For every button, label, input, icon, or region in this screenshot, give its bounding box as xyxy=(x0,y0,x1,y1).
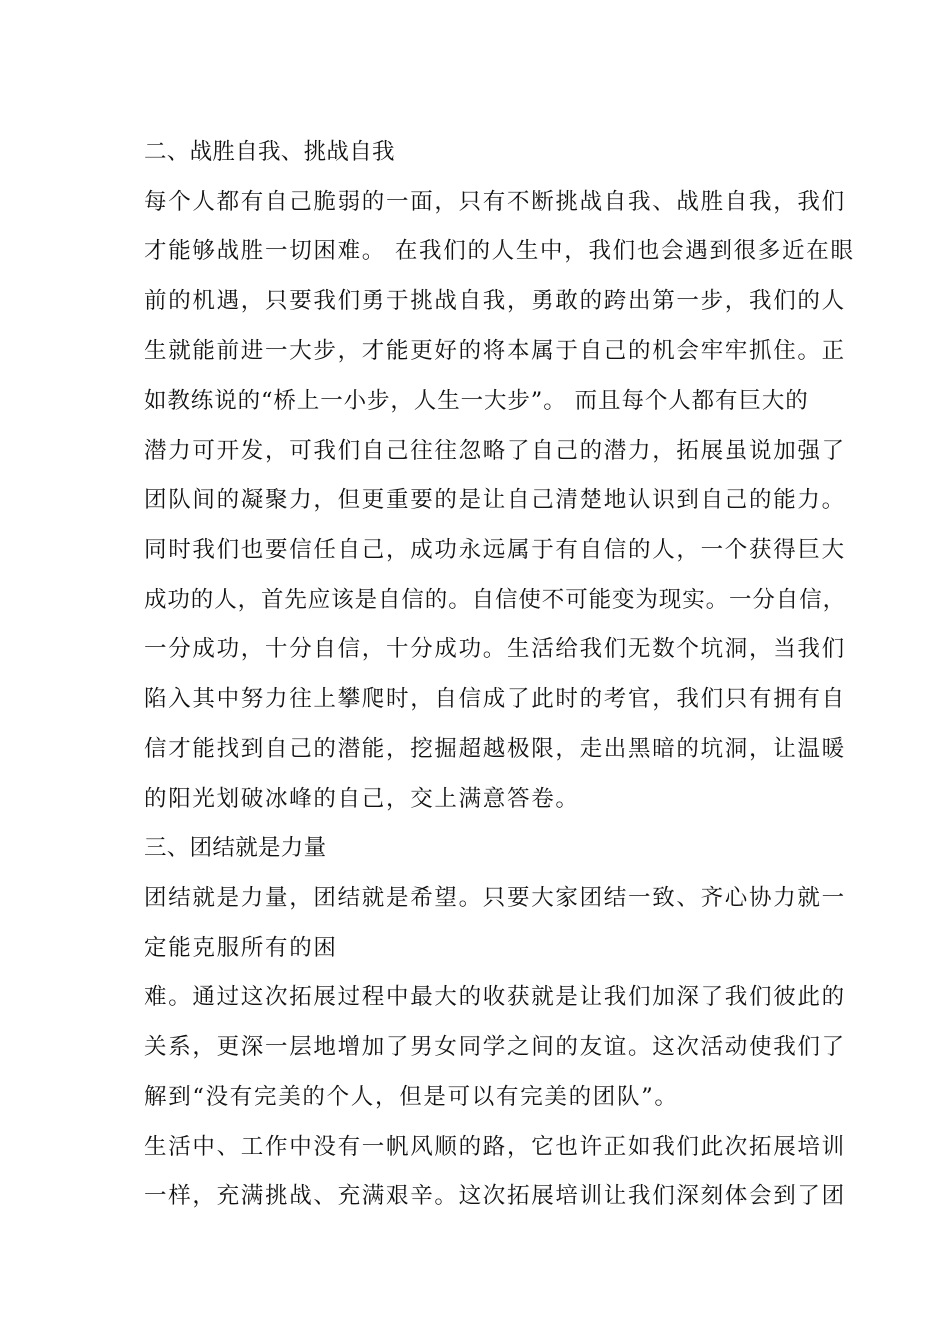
paragraph-line: 前的机遇，只要我们勇于挑战自我，勇敢的跨出第一步，我们的人 xyxy=(144,288,846,314)
paragraph-line: 关系，更深一层地增加了男女同学之间的友谊。这次活动使我们了 xyxy=(144,1034,846,1060)
paragraph-line: 生活中、工作中没有一帆风顺的路，它也许正如我们此次拓展培训 xyxy=(144,1134,846,1160)
paragraph-line: 陷入其中努力往上攀爬时，自信成了此时的考官，我们只有拥有自 xyxy=(144,686,846,712)
paragraph-line: 团结就是力量，团结就是希望。只要大家团结一致、齐心协力就一 xyxy=(144,885,846,911)
paragraph-line: 一分成功，十分自信，十分成功。生活给我们无数个坑洞，当我们 xyxy=(144,636,846,662)
paragraph-line: 难。通过这次拓展过程中最大的收获就是让我们加深了我们彼此的 xyxy=(144,984,846,1010)
paragraph-line: 定能克服所有的困 xyxy=(144,935,338,961)
paragraph-line: 信才能找到自己的潜能，挖掘超越极限，走出黑暗的坑洞，让温暖 xyxy=(144,736,846,762)
paragraph-line: 的阳光划破冰峰的自己，交上满意答卷。 xyxy=(144,786,580,812)
paragraph-line: 生就能前进一大步，才能更好的将本属于自己的机会牢牢抓住。正 xyxy=(144,338,846,364)
paragraph-line: 团队间的凝聚力，但更重要的是让自己清楚地认识到自己的能力。 xyxy=(144,487,846,513)
paragraph-line: 成功的人，首先应该是自信的。自信使不可能变为现实。一分自信， xyxy=(144,587,847,613)
paragraph-line: 一样，充满挑战、充满艰辛。这次拓展培训让我们深刻体会到了团 xyxy=(144,1183,846,1209)
paragraph-line: 每个人都有自己脆弱的一面，只有不断挑战自我、战胜自我，我们 xyxy=(144,189,846,215)
paragraph-line: 解到“没有完美的个人，但是可以有完美的团队”。 xyxy=(144,1084,679,1110)
section-heading-2: 二、战胜自我、挑战自我 xyxy=(144,139,395,165)
paragraph-line: 如教练说的“桥上一小步，人生一大步”。 而且每个人都有巨大的 xyxy=(144,388,809,414)
paragraph-line: 才能够战胜一切困难。 在我们的人生中，我们也会遇到很多近在眼 xyxy=(144,238,855,264)
paragraph-line: 同时我们也要信任自己，成功永远属于有自信的人，一个获得巨大 xyxy=(144,537,846,563)
section-heading-3: 三、团结就是力量 xyxy=(144,835,327,861)
paragraph-line: 潜力可开发，可我们自己往往忽略了自己的潜力，拓展虽说加强了 xyxy=(144,438,846,464)
